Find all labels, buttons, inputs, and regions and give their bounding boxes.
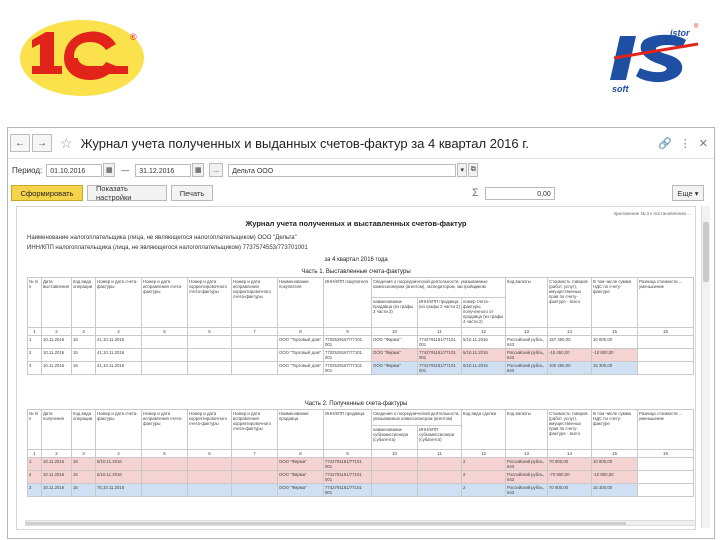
column-number: 6 — [188, 450, 232, 458]
show-settings-button[interactable]: Показать настройки — [87, 185, 167, 201]
column-number: 2 — [42, 450, 72, 458]
cell[interactable]: 70 800,00 — [548, 484, 592, 497]
cell[interactable] — [142, 484, 188, 497]
cell[interactable]: 10.11.2016 — [42, 362, 72, 375]
part2-header-row — [28, 410, 694, 426]
column-number: 9 — [324, 328, 372, 336]
report-window — [7, 127, 715, 539]
part2-subheader-cell: наименование субкомиссионера (субагента) — [372, 426, 418, 450]
part1-header-row — [28, 278, 694, 298]
cell[interactable] — [142, 362, 188, 375]
registered-mark-is: ® — [694, 24, 699, 30]
column-number: 1 — [28, 328, 42, 336]
column-number: 11 — [418, 450, 462, 458]
part1-subheader-cell: ИНН/КПП продавца (из графы 2 части 2) — [418, 298, 462, 328]
part2-header-cell: Номер и дата исправления корректировочного счета-фактуры — [232, 410, 278, 450]
cell[interactable]: 7742791181/77101 001 — [324, 458, 372, 471]
cell[interactable]: -10 800,00 — [592, 471, 638, 484]
cell[interactable]: ООО "Фирма" — [278, 484, 324, 497]
cell[interactable] — [232, 458, 278, 471]
part2-header-cell: Стоимость товаров (работ, услуг), имущественных прав по счету-фактуре - всего — [548, 410, 592, 450]
cell[interactable]: 10.11.2016 — [42, 471, 72, 484]
cell[interactable] — [372, 471, 418, 484]
part1-header-cell: Номер и дата исправления корректировочного счета-фактуры — [232, 278, 278, 328]
part1-subheader-cell: номер счета-фактуры, полученного от продавца (из графы 4 части 2) — [462, 298, 506, 328]
column-number: 16 — [638, 328, 694, 336]
back-button[interactable]: ← — [10, 134, 30, 152]
taxpayer-inn-line: ИНН/КПП налогоплательщика (лица, не являющегося налогоплательщиком) 7737574553/773701001 — [27, 245, 308, 251]
part2-header-cell: Код вида операции — [72, 410, 96, 450]
print-button[interactable]: Печать — [171, 185, 213, 201]
cell[interactable] — [188, 362, 232, 375]
cell[interactable]: Российский рубль, 643 — [506, 349, 548, 362]
table-row[interactable] — [28, 349, 694, 362]
cell[interactable]: ООО "Торговый дом" — [278, 349, 324, 362]
generate-button[interactable]: Сформировать — [11, 185, 83, 201]
cell[interactable]: 10.11.2016 — [42, 484, 72, 497]
part2-header-cell: № п/п — [28, 410, 42, 450]
part2-subheader-cell: ИНН/КПП субкомиссионера (субагента) — [418, 426, 462, 450]
cell[interactable] — [188, 336, 232, 349]
cell[interactable]: ООО "Фирма" — [372, 336, 418, 349]
cell[interactable]: 5/10.11.2016 — [462, 336, 506, 349]
part1-header-cell: Номер и дата счета-фактуры — [96, 278, 142, 328]
cell[interactable]: 2 — [28, 471, 42, 484]
period-select-button[interactable]: ... — [209, 163, 223, 177]
vertical-scroll-thumb[interactable] — [703, 222, 709, 282]
part2-header-cell: Сведения о посреднической деятельности, указываемые комиссионером (агентом) — [372, 410, 462, 426]
column-number: 5 — [142, 450, 188, 458]
column-number: 15 — [592, 450, 638, 458]
column-number: 8 — [278, 450, 324, 458]
org-dropdown-icon[interactable]: ▾ — [457, 163, 467, 177]
calendar-to-icon[interactable]: ▦ — [192, 163, 204, 177]
cell[interactable] — [188, 471, 232, 484]
cell[interactable]: Российский рубль, 643 — [506, 484, 548, 497]
close-icon[interactable]: ✕ — [698, 137, 708, 150]
part1-header-cell: Код валюты — [506, 278, 548, 328]
report-toolbar — [8, 181, 714, 205]
cell[interactable]: ООО "Фирма" — [372, 349, 418, 362]
part1-header-cell: Наименование покупателя — [278, 278, 324, 328]
link-icon[interactable]: 🔗 — [658, 137, 672, 150]
organization-input[interactable]: Дельта ООО — [228, 164, 456, 177]
favorite-star-icon[interactable]: ☆ — [60, 134, 73, 151]
window-title: Журнал учета полученных и выданных счетов-фактур за 4 квартал 2016 г. — [80, 135, 530, 151]
istor-logo-graphic — [600, 18, 710, 98]
cell[interactable]: ООО "Торговый дом" — [278, 336, 324, 349]
cell[interactable] — [372, 484, 418, 497]
column-number: 12 — [462, 450, 506, 458]
part1-header-cell: Номер и дата исправления счета-фактуры — [142, 278, 188, 328]
cell[interactable]: 41,10.11.2016 — [96, 336, 142, 349]
cell[interactable]: 10 800,00 — [592, 458, 638, 471]
cell[interactable]: 1 — [28, 458, 42, 471]
cell[interactable]: 15 300,00 — [592, 362, 638, 375]
soft-text: soft — [612, 84, 629, 94]
forward-button[interactable]: → — [32, 134, 52, 152]
sum-value-field: 0,00 — [485, 187, 555, 200]
part2-number-row — [28, 450, 694, 458]
cell[interactable]: ООО "Фирма" — [278, 471, 324, 484]
part1-header-cell: Код вида операции — [72, 278, 96, 328]
cell[interactable]: 10.11.2016 — [42, 336, 72, 349]
part2-header-cell: ИНН/КПП продавца — [324, 410, 372, 450]
cell[interactable]: -10 800,00 — [592, 349, 638, 362]
title-bar — [8, 128, 714, 159]
part2-table — [27, 409, 694, 497]
cell[interactable]: 15 — [72, 336, 96, 349]
report-area[interactable] — [16, 206, 696, 530]
cell[interactable] — [142, 336, 188, 349]
window-controls — [658, 137, 708, 150]
report-period: за 4 квартал 2016 года — [324, 257, 388, 263]
cell[interactable]: Российский рубль, 643 — [506, 336, 548, 349]
column-number: 1 — [28, 450, 42, 458]
column-number: 5 — [142, 328, 188, 336]
registered-mark: ® — [130, 32, 137, 42]
cell[interactable]: 10 800,00 — [592, 336, 638, 349]
cell[interactable]: 10.11.2016 — [42, 458, 72, 471]
cell[interactable]: ООО "Фирма" — [278, 458, 324, 471]
cell[interactable] — [232, 471, 278, 484]
cell[interactable]: 41,10.11.2016 — [96, 362, 142, 375]
horizontal-scrollbar[interactable] — [25, 520, 696, 526]
cell[interactable] — [188, 484, 232, 497]
cell[interactable] — [638, 349, 694, 362]
cell[interactable]: 15 — [72, 458, 96, 471]
cell[interactable]: 100 450,00 — [548, 362, 592, 375]
column-number: 10 — [372, 450, 418, 458]
table-row[interactable] — [28, 362, 694, 375]
cell[interactable] — [232, 349, 278, 362]
cell[interactable]: 2 — [462, 484, 506, 497]
column-number: 14 — [548, 450, 592, 458]
column-number: 8 — [278, 328, 324, 336]
part1-header-cell: Номер и дата корректировочного счета-фактуры — [188, 278, 232, 328]
part1-header-cell: ИНН/КПП покупателя — [324, 278, 372, 328]
cell[interactable]: 10.11.2016 — [42, 349, 72, 362]
more-button[interactable]: Еще ▾ — [672, 185, 704, 201]
part2-header-cell: Код вида сделки — [462, 410, 506, 450]
cell[interactable]: Российский рубль, 643 — [506, 471, 548, 484]
column-number: 15 — [592, 328, 638, 336]
cell[interactable]: -70 800,00 — [548, 471, 592, 484]
column-number: 4 — [96, 328, 142, 336]
date-dash: — — [121, 165, 130, 175]
cell[interactable] — [372, 458, 418, 471]
cell[interactable]: 5/10.11.2016 — [96, 458, 142, 471]
cell[interactable] — [638, 336, 694, 349]
cell[interactable]: -15 450,00 — [548, 349, 592, 362]
cell[interactable]: 7742791181/77101 001 — [418, 349, 462, 362]
more-label: Еще — [677, 188, 693, 198]
cell[interactable] — [142, 458, 188, 471]
navigation — [10, 134, 54, 152]
cell[interactable] — [142, 349, 188, 362]
column-number: 13 — [506, 328, 548, 336]
cell[interactable] — [418, 471, 462, 484]
cell[interactable] — [638, 458, 694, 471]
column-number: 12 — [462, 328, 506, 336]
cell[interactable]: 157 450,00 — [548, 336, 592, 349]
cell[interactable]: 2 — [462, 471, 506, 484]
cell[interactable]: 15 — [72, 471, 96, 484]
part1-header-cell: В том числе сумма НДС по счету-фактуре — [592, 278, 638, 328]
part1-header-cell: Стоимость товаров (работ, услуг), имущественных прав по счету-фактуре - всего — [548, 278, 592, 328]
part1-header-cell: Дата выставления — [42, 278, 72, 328]
vertical-scrollbar[interactable] — [701, 206, 710, 528]
cell[interactable] — [188, 458, 232, 471]
part1-header-cell: № п/п — [28, 278, 42, 328]
1c-logo-graphic — [18, 14, 146, 98]
cell[interactable] — [142, 471, 188, 484]
part1-number-row — [28, 328, 694, 336]
cell[interactable]: 5/10.11.2016 — [96, 471, 142, 484]
cell[interactable]: 7702529167/77101 001 — [324, 336, 372, 349]
column-number: 4 — [96, 450, 142, 458]
column-number: 7 — [232, 450, 278, 458]
part2-header-cell: Номер и дата корректировочного счета-фактуры — [188, 410, 232, 450]
cell[interactable]: 3 — [28, 362, 42, 375]
cell[interactable]: 1 — [28, 336, 42, 349]
cell[interactable] — [418, 458, 462, 471]
cell[interactable] — [638, 362, 694, 375]
cell[interactable]: 2 — [28, 349, 42, 362]
filter-bar — [8, 159, 714, 181]
more-menu-icon[interactable]: ⋮ — [679, 137, 691, 150]
table-row[interactable] — [28, 458, 694, 471]
date-to-input[interactable]: 31.12.2016 — [135, 164, 191, 177]
part2-header-cell: Наименование продавца — [278, 410, 324, 450]
cell[interactable]: 7742791181/77101 001 — [418, 362, 462, 375]
cell[interactable]: 5/10.11.2016 — [462, 349, 506, 362]
cell[interactable] — [418, 484, 462, 497]
1c-logo — [18, 14, 146, 98]
cell[interactable]: 15 — [72, 484, 96, 497]
cell[interactable]: 70 800,00 — [548, 458, 592, 471]
column-number: 2 — [42, 328, 72, 336]
istor-soft-logo — [600, 18, 710, 98]
cell[interactable]: Российский рубль, 643 — [506, 458, 548, 471]
cell[interactable]: 6/10.11.2016 — [462, 362, 506, 375]
calendar-from-icon[interactable]: ▦ — [103, 163, 115, 177]
report-corner-note: приложение № 3 к постановлению ... — [613, 211, 691, 216]
cell[interactable]: 7742791181/77101 001 — [324, 471, 372, 484]
cell[interactable] — [638, 484, 694, 497]
table-row[interactable] — [28, 471, 694, 484]
column-number: 10 — [372, 328, 418, 336]
column-number: 11 — [418, 328, 462, 336]
part2-header-cell: Номер и дата счета-фактуры — [96, 410, 142, 450]
part2-header-cell: Разница стоимости ... уменьшение — [638, 410, 694, 450]
report-title: Журнал учета полученных и выставленных счетов-фактур — [245, 219, 467, 228]
cell[interactable] — [188, 349, 232, 362]
part2-title: Часть 2. Полученные счета-фактуры — [304, 401, 408, 407]
cell[interactable] — [232, 362, 278, 375]
cell[interactable]: ООО "Торговый дом" — [278, 362, 324, 375]
org-open-icon[interactable]: ⧉ — [468, 163, 478, 177]
column-number: 14 — [548, 328, 592, 336]
part1-title: Часть 1. Выставленные счета-фактуры — [301, 269, 411, 275]
cell[interactable]: 7702529167/77101 001 — [324, 362, 372, 375]
cell[interactable] — [232, 336, 278, 349]
column-number: 3 — [72, 328, 96, 336]
horizontal-scroll-thumb[interactable] — [26, 522, 626, 525]
part1-table — [27, 277, 694, 375]
cell[interactable]: 7742791181/77101 001 — [324, 484, 372, 497]
cell[interactable] — [638, 471, 694, 484]
cell[interactable]: Российский рубль, 643 — [506, 362, 548, 375]
part1-subheader-cell: наименование продавца (из графы 2 части 2) — [372, 298, 418, 328]
cell[interactable]: 7742791181/77101 001 — [418, 336, 462, 349]
part2-header-cell: В том числе сумма НДС по счету-фактуре — [592, 410, 638, 450]
cell[interactable]: 15 — [72, 349, 96, 362]
cell[interactable]: 2 — [462, 458, 506, 471]
column-number: 9 — [324, 450, 372, 458]
period-label: Период: — [12, 165, 43, 175]
column-number: 6 — [188, 328, 232, 336]
cell[interactable]: 15 — [72, 362, 96, 375]
cell[interactable]: 3 — [28, 484, 42, 497]
cell[interactable]: 15 300,00 — [592, 484, 638, 497]
cell[interactable]: 41,10.11.2016 — [96, 349, 142, 362]
cell[interactable]: 75,10.11.2016 — [96, 484, 142, 497]
column-number: 13 — [506, 450, 548, 458]
column-number: 16 — [638, 450, 694, 458]
column-number: 3 — [72, 450, 96, 458]
cell[interactable]: 7702529167/77101 001 — [324, 349, 372, 362]
table-row[interactable] — [28, 336, 694, 349]
part2-header-cell: Номер и дата исправления счета-фактуры — [142, 410, 188, 450]
part2-header-cell: Дата получения — [42, 410, 72, 450]
table-row[interactable] — [28, 484, 694, 497]
date-from-input[interactable]: 01.10.2016 — [46, 164, 102, 177]
part2-header-cell: Код валюты — [506, 410, 548, 450]
sum-icon: Σ — [472, 187, 479, 199]
cell[interactable]: ООО "Фирма" — [372, 362, 418, 375]
istor-text: istor — [670, 28, 690, 38]
part1-header-cell: Сведения о посреднической деятельности, указываемые комиссионером (агентом), экспедитором, застройщиком — [372, 278, 506, 298]
cell[interactable] — [232, 484, 278, 497]
taxpayer-name-line: Наименование налогоплательщика (лица, не являющегося налогоплательщиком) ООО "Дельта" — [27, 235, 297, 241]
column-number: 7 — [232, 328, 278, 336]
part1-header-cell: Разница стоимости ... уменьшение — [638, 278, 694, 328]
